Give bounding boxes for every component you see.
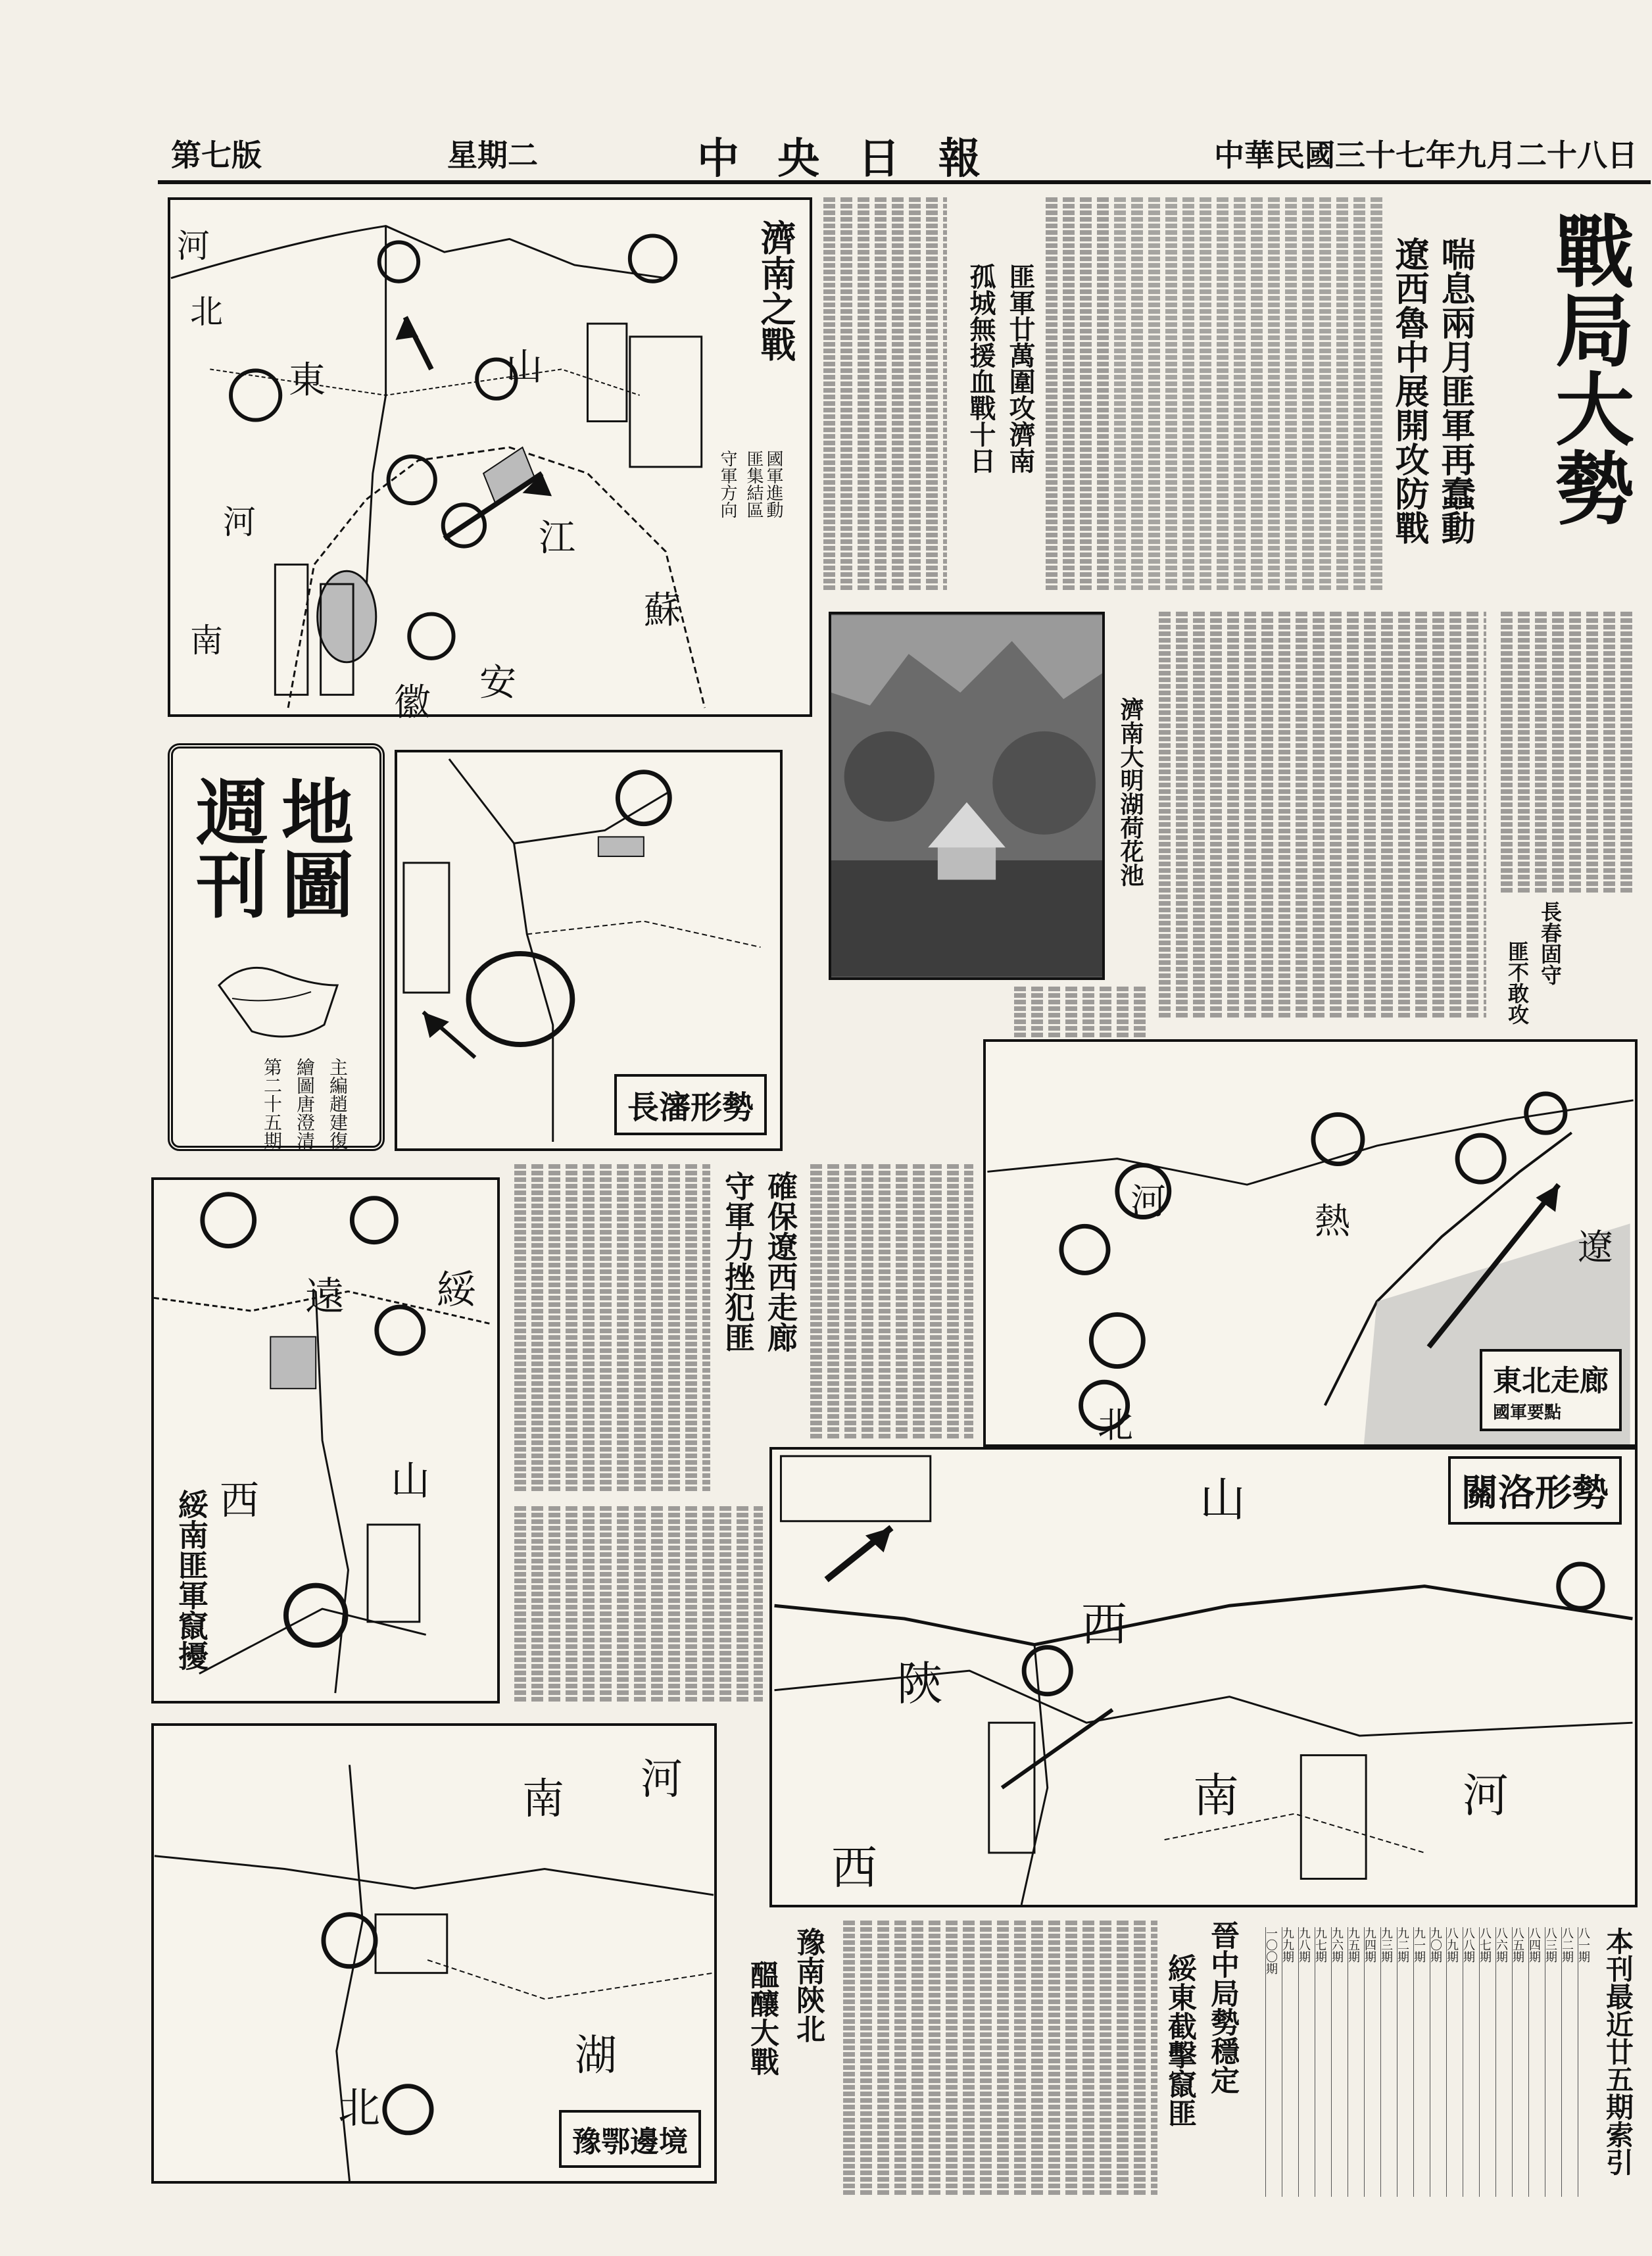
luoyang-map	[769, 1447, 1638, 1907]
changchun-article-title: 長春固守	[1532, 901, 1565, 1006]
index-entry: 八三期	[1545, 1927, 1559, 2197]
index-entry: 一〇〇期	[1265, 1927, 1279, 2197]
northeast-map	[983, 1039, 1638, 1447]
supplement-title-2: 週刊	[184, 775, 269, 920]
jinan-place-bei: 北	[190, 293, 223, 331]
index-entry: 九九期	[1282, 1927, 1296, 2197]
liaoxi-text-texture	[513, 1164, 710, 1493]
jinan-map	[168, 197, 812, 724]
index-entry: 八一期	[1578, 1927, 1591, 2197]
changchun-map-title: 長瀋形勢	[614, 1074, 767, 1135]
masthead-date: 中華民國三十七年九月二十八日	[1214, 137, 1638, 173]
jinan-article-title: 匪軍廿萬圍攻濟南	[1005, 263, 1036, 474]
supplement-title-box	[168, 743, 385, 1151]
changchun-map	[395, 750, 783, 1151]
headline-subtitle-1: 喘息兩月匪軍再蠢動	[1435, 237, 1475, 545]
supplement-title-1: 地圖	[270, 775, 354, 920]
jinan-place-shan: 山	[506, 346, 543, 389]
masthead	[158, 125, 1651, 184]
suiyuan-article-subtitle: 綏東截擊竄匪	[1163, 1953, 1196, 2127]
northeast-map-title	[1480, 1349, 1622, 1431]
suiyuan-place-xi: 西	[220, 1478, 259, 1524]
jinan-place-he2: 河	[223, 503, 256, 541]
jinan-place-nan: 南	[190, 622, 223, 660]
luoyang-place-xi2: 西	[831, 1841, 877, 1895]
luoyang-place-xi: 西	[1081, 1598, 1127, 1652]
henan-article-subtitle: 醞釀大戰	[745, 1960, 779, 2076]
northeast-map-note: 國軍要點	[1493, 1403, 1562, 1423]
northeast-place-he: 河	[1130, 1181, 1166, 1222]
jinan-article-subtitle: 孤城無援血戰十日	[965, 263, 996, 474]
index-entry: 八五期	[1512, 1927, 1526, 2197]
yue-place-he: 河	[641, 1755, 683, 1804]
headline-block	[1493, 210, 1635, 579]
yue-map-title: 豫鄂邊境	[559, 2110, 701, 2168]
yue-map	[151, 1723, 717, 2184]
suiyuan-place-sui: 綏	[437, 1267, 476, 1313]
index-entry: 八二期	[1561, 1927, 1575, 2197]
jinan-legend-c: 守軍方向	[717, 450, 737, 518]
photo-frame	[829, 612, 1105, 980]
index-entry: 八八期	[1463, 1927, 1476, 2197]
yue-place-hu: 湖	[575, 2032, 617, 2080]
luoyang-place-shaan: 陝	[897, 1657, 943, 1711]
northeast-place-re: 熱	[1315, 1200, 1350, 1242]
northeast-map-title-text: 東北走廊	[1493, 1364, 1609, 1398]
yue-place-nan: 南	[522, 1775, 564, 1824]
index-title: 本刊最近廿五期索引	[1602, 1927, 1634, 2176]
liaoxi-text-texture-2	[809, 1164, 973, 1440]
jinan-legend-b: 匪集結區	[744, 450, 764, 518]
jinan-place-dong: 東	[289, 359, 326, 402]
headline-text-texture	[822, 197, 1486, 592]
jinan-place-su: 蘇	[644, 589, 681, 632]
index-entry: 八七期	[1479, 1927, 1493, 2197]
suiyuan-place-yuan: 遠	[305, 1274, 345, 1320]
index-entry: 八九期	[1446, 1927, 1460, 2197]
northeast-place-liao: 遼	[1578, 1227, 1613, 1268]
right-column-texture	[1499, 612, 1638, 895]
liaoxi-article-title: 確保遼西走廊	[763, 1171, 798, 1352]
index-entry: 九二期	[1397, 1927, 1411, 2197]
changchun-article-subtitle: 匪不敢攻	[1499, 941, 1532, 1046]
headline-title: 戰局大勢	[1542, 210, 1635, 526]
index-entry: 九八期	[1298, 1927, 1312, 2197]
jinan-place-hui: 徽	[394, 681, 431, 724]
supplement-mapmaker: 繪圖唐澄清	[294, 1058, 316, 1150]
index-entry: 九五期	[1348, 1927, 1361, 2197]
jinan-legend-a: 國軍進動	[764, 450, 783, 518]
suiyuan-map-title: 綏南匪軍竄擾	[174, 1489, 209, 1671]
liaoxi-article-subtitle: 守軍力挫犯匪	[720, 1171, 756, 1352]
luoyang-place-nan: 南	[1193, 1769, 1239, 1823]
supplement-editor: 主編趙建復	[327, 1058, 349, 1150]
yue-place-bei: 北	[338, 2084, 380, 2133]
henan-text-texture	[842, 1921, 1157, 2197]
suiyuan-place-shan: 山	[391, 1458, 430, 1504]
index-entry: 九一期	[1413, 1927, 1427, 2197]
jinan-map-drawing	[170, 200, 810, 714]
jinan-place-an: 安	[479, 662, 516, 704]
henan-article-title: 豫南陝北	[791, 1927, 825, 2043]
masthead-weekday: 星期二	[447, 137, 538, 173]
photo-image	[831, 614, 1102, 977]
index-entry: 八四期	[1528, 1927, 1542, 2197]
northeast-place-bei: 北	[1098, 1404, 1133, 1446]
index-entry: 九四期	[1364, 1927, 1378, 2197]
changchun-text-texture	[1157, 612, 1486, 1019]
supplement-issue: 第二十五期	[261, 1058, 283, 1150]
index-entry: 九〇期	[1430, 1927, 1444, 2197]
suiyuan-map	[151, 1177, 500, 1704]
photo-caption: 濟南大明湖荷花池	[1117, 697, 1144, 887]
luoyang-map-title: 關洛形勢	[1448, 1456, 1622, 1525]
suiyuan-text-texture	[513, 1506, 763, 1704]
index-entry: 九三期	[1380, 1927, 1394, 2197]
headline-subtitle-2: 遼西魯中展開攻防戰	[1389, 237, 1429, 545]
index-entry: 九七期	[1315, 1927, 1328, 2197]
luoyang-place-he: 河	[1463, 1769, 1509, 1823]
masthead-paper-name: 中 央 日 報	[697, 134, 992, 184]
jinan-map-title: 濟南之戰	[755, 220, 797, 362]
jinan-place-jiang: 江	[539, 517, 575, 560]
index-entry: 八六期	[1495, 1927, 1509, 2197]
jinan-place-he: 河	[177, 227, 210, 265]
index-entry: 九六期	[1331, 1927, 1345, 2197]
index-entries	[1265, 1927, 1591, 2203]
supplement-map-icon	[212, 946, 344, 1051]
suiyuan-article-title: 晉中局勢穩定	[1205, 1921, 1239, 2094]
index-table	[1263, 1927, 1638, 2203]
luoyang-place-shan: 山	[1200, 1473, 1246, 1527]
masthead-page: 第七版	[171, 137, 262, 173]
